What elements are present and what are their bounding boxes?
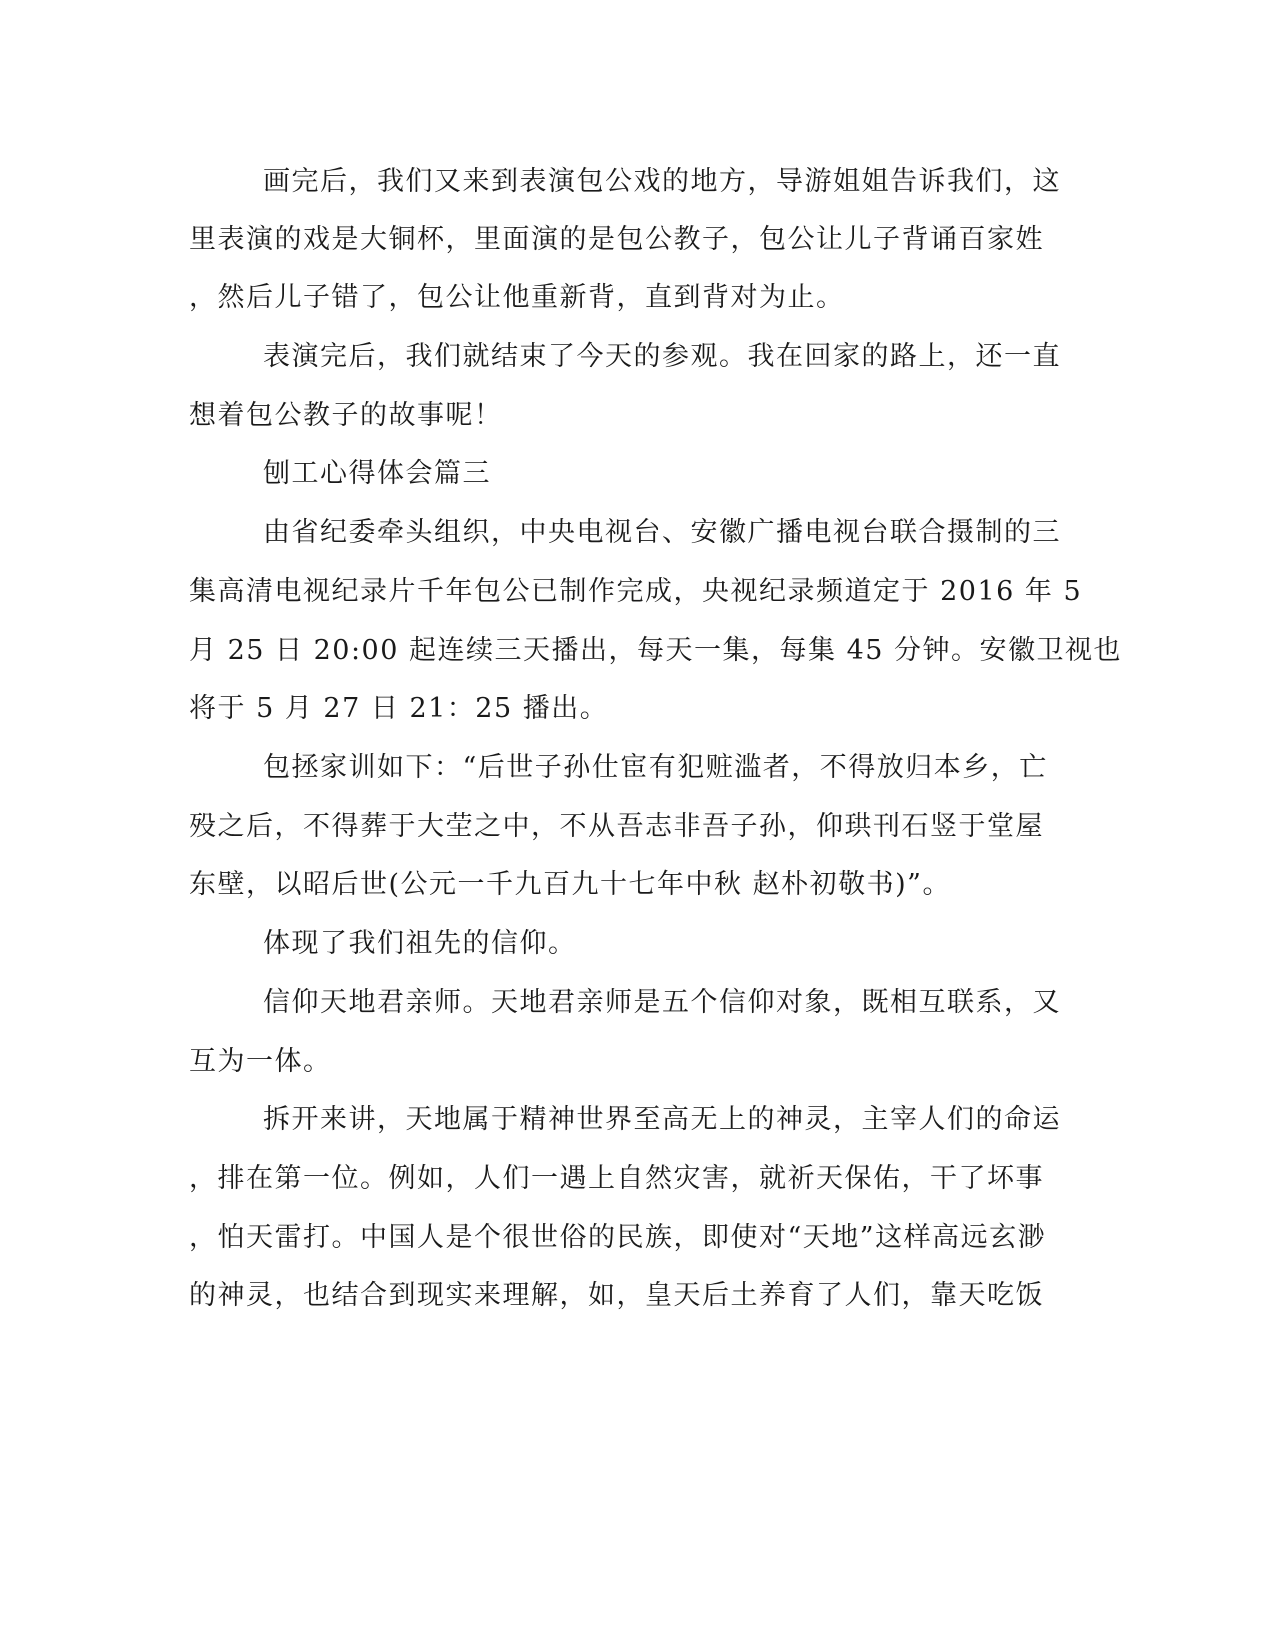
text-line: 将于 5 月 27 日 21：25 播出。 [189,693,609,724]
text-line: 想着包公教子的故事呢！ [189,400,503,431]
text-line: 信仰天地君亲师。天地君亲师是五个信仰对象，既相互联系，又 [263,987,1061,1018]
text-line: 里表演的戏是大铜杯，里面演的是包公教子，包公让儿子背诵百家姓 [189,224,1044,255]
text-line: 互为一体。 [189,1046,332,1077]
text-line: 画完后，我们又来到表演包公戏的地方，导游姐姐告诉我们，这 [263,166,1061,197]
text-line: 的神灵，也结合到现实来理解，如，皇天后土养育了人们，靠天吃饭 [189,1280,1044,1311]
text-line: ，然后儿子错了，包公让他重新背，直到背对为止。 [189,282,845,313]
text-line: 由省纪委牵头组织，中央电视台、安徽广播电视台联合摄制的三 [263,517,1061,548]
text-line: 月 25 日 20:00 起连续三天播出，每天一集，每集 45 分钟。安徽卫视也 [189,635,1123,666]
text-line: 拆开来讲，天地属于精神世界至高无上的神灵，主宰人们的命运 [263,1104,1061,1135]
text-line: 体现了我们祖先的信仰。 [263,928,577,959]
text-line: ，排在第一位。例如，人们一遇上自然灾害，就祈天保佑，干了坏事 [189,1163,1044,1194]
text-line: 殁之后，不得葬于大茔之中，不从吾志非吾子孙，仰珙刊石竖于堂屋 [189,811,1044,842]
text-line: 东壁，以昭后世(公元一千九百九十七年中秋 赵朴初敬书)”。 [189,869,951,900]
section-heading: 刨工心得体会篇三 [263,458,491,489]
text-line: 集高清电视纪录片千年包公已制作完成，央视纪录频道定于 2016 年 5 [189,576,1083,607]
text-line: ，怕天雷打。中国人是个很世俗的民族，即使对“天地”这样高远玄渺 [189,1222,1047,1253]
text-line: 表演完后，我们就结束了今天的参观。我在回家的路上，还一直 [263,341,1061,372]
text-line: 包拯家训如下：“后世子孙仕宦有犯赃滥者，不得放归本乡，亡 [263,752,1048,783]
